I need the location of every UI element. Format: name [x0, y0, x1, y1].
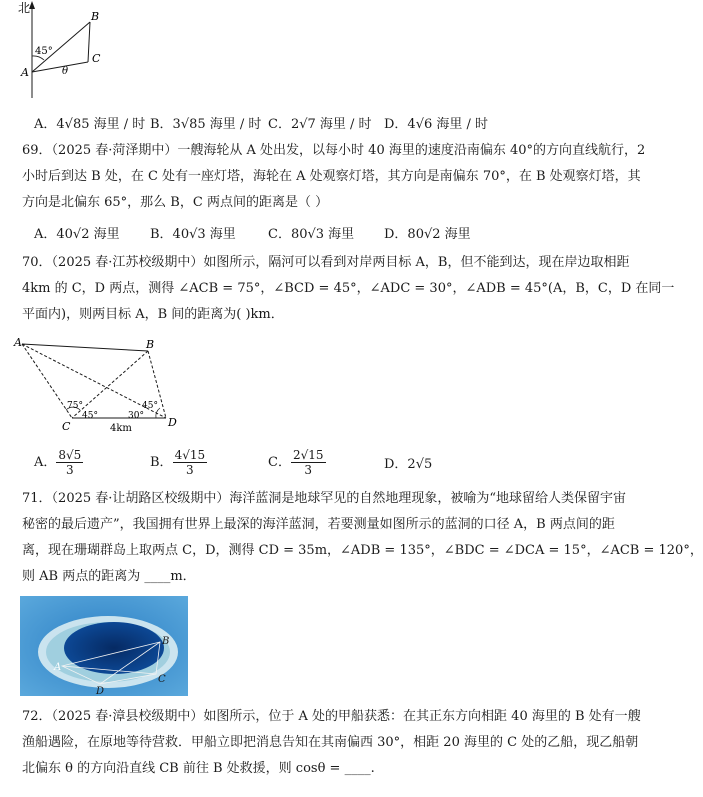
segment-bc	[72, 351, 148, 418]
q70-option-b-label: B．	[150, 455, 173, 470]
q70-option-b-den: 3	[186, 463, 194, 477]
point-label-d: D	[168, 416, 177, 429]
q68-option-d: D．4√6 海里 / 时	[384, 117, 489, 132]
q71-line-2: 秘密的最后遗产”，我国拥有世界上最深的海洋蓝洞，若要测量如图所示的蓝洞的口径 A，B 两点间的距	[22, 517, 615, 532]
q70-option-c-frac	[291, 448, 326, 477]
point-label-a: A	[14, 336, 22, 349]
q70-option-b-frac	[173, 448, 208, 477]
q69-option-a: A．40√2 海里	[34, 227, 120, 242]
q70-option-b-num: 4√15	[174, 448, 206, 462]
q71-blue-hole-photo	[20, 596, 188, 696]
segment-ac	[32, 62, 88, 72]
q69-line-1: 69．（2025 春·菏泽期中）一艘海轮从 A 处出发，以每小时 40 海里的速度沿南偏东 40°的方向直线航行，2	[22, 143, 646, 158]
point-label-d: D	[96, 686, 105, 697]
angle-label-theta: θ	[62, 66, 69, 77]
q70-option-a-den: 3	[66, 463, 74, 477]
point-label-b: B	[91, 10, 100, 23]
blue-hole	[64, 622, 164, 674]
point-label-a: A	[21, 66, 29, 79]
point-label-c: C	[158, 674, 166, 685]
angle-label-45-d: 45°	[142, 401, 158, 411]
q70-option-a	[34, 448, 83, 477]
q69-option-d: D．80√2 海里	[384, 227, 471, 242]
angle-label-45: 45°	[35, 46, 53, 57]
q70-line-2: 4km 的 C，D 两点，测得 ∠ACB = 75°，∠BCD = 45°，∠ADC = 30°，∠ADB = 45°(A，B，C，D 在同一	[22, 281, 675, 296]
diagram-north-ship	[18, 0, 108, 100]
point-label-b: B	[146, 338, 155, 351]
q68-option-a: A．4√85 海里 / 时	[34, 117, 146, 132]
angle-label-45-c: 45°	[82, 411, 98, 421]
q70-option-c	[268, 448, 326, 477]
point-label-a: A	[54, 662, 62, 673]
q70-option-b	[150, 448, 207, 477]
q70-line-3: 平面内)，则两目标 A，B 间的距离为( )km．	[22, 307, 284, 322]
q69-option-b: B．40√3 海里	[150, 227, 236, 242]
distance-label: 4km	[110, 423, 132, 434]
q71-line-1: 71．（2025 春·让胡路区校级期中）海洋蓝洞是地球罕见的自然地理现象，被喻为“地球留给人类保留宇宙	[22, 491, 627, 506]
angle-label-75: 75°	[67, 401, 83, 411]
q72-line-3: 北偏东 θ 的方向沿直线 CB 前往 B 处救援，则 cosθ = ____.	[22, 761, 375, 776]
q70-option-a-label: A．	[34, 455, 57, 470]
segment-bc	[88, 22, 90, 62]
q70-option-c-label: C．	[268, 455, 291, 470]
q70-option-d: D．2√5	[384, 457, 433, 472]
segment-ac	[22, 344, 72, 418]
q70-option-a-frac	[56, 448, 83, 477]
point-label-b: B	[162, 636, 170, 647]
q70-option-c-den: 3	[304, 463, 313, 477]
north-label: 北	[18, 1, 31, 15]
q70-line-1: 70．（2025 春·江苏校级期中）如图所示，隔河可以看到对岸两目标 A，B，但不能到达，现在岸边取相距	[22, 255, 630, 270]
point-label-c: C	[92, 52, 101, 65]
q69-line-3: 方向是北偏东 65°，那么 B，C 两点间的距离是（ ）	[22, 195, 329, 210]
q68-option-c: C．2√7 海里 / 时	[268, 117, 372, 132]
q72-line-2: 渔船遇险，在原地等待营救．甲船立即把消息告知在其南偏西 30°，相距 20 海里的 C 处的乙船，现乙船朝	[22, 735, 639, 750]
q71-line-3: 离，现在珊瑚群岛上取两点 C，D，测得 CD = 35m，∠ADB = 135°，∠BDC = ∠DCA = 15°，∠ACB = 120°，	[22, 543, 703, 558]
q70-option-a-num: 8√5	[58, 448, 82, 462]
angle-label-30: 30°	[128, 411, 144, 421]
q71-line-4: 则 AB 两点的距离为 ____m．	[22, 569, 196, 584]
q70-diagram	[14, 338, 184, 434]
q69-option-c: C．80√3 海里	[268, 227, 355, 242]
q72-line-1: 72．（2025 春·漳县校级期中）如图所示，位于 A 处的甲船获悉：在其正东方向相距 40 海里的 B 处有一艘	[22, 709, 641, 724]
q69-line-2: 小时后到达 B 处，在 C 处有一座灯塔，海轮在 A 处观察灯塔，其方向是南偏东 70°，在 B 处观察灯塔，其	[22, 169, 641, 184]
q68-option-b: B．3√85 海里 / 时	[150, 117, 262, 132]
point-label-c: C	[62, 420, 71, 433]
segment-ab	[22, 344, 148, 351]
q70-option-c-num: 2√15	[292, 448, 324, 462]
